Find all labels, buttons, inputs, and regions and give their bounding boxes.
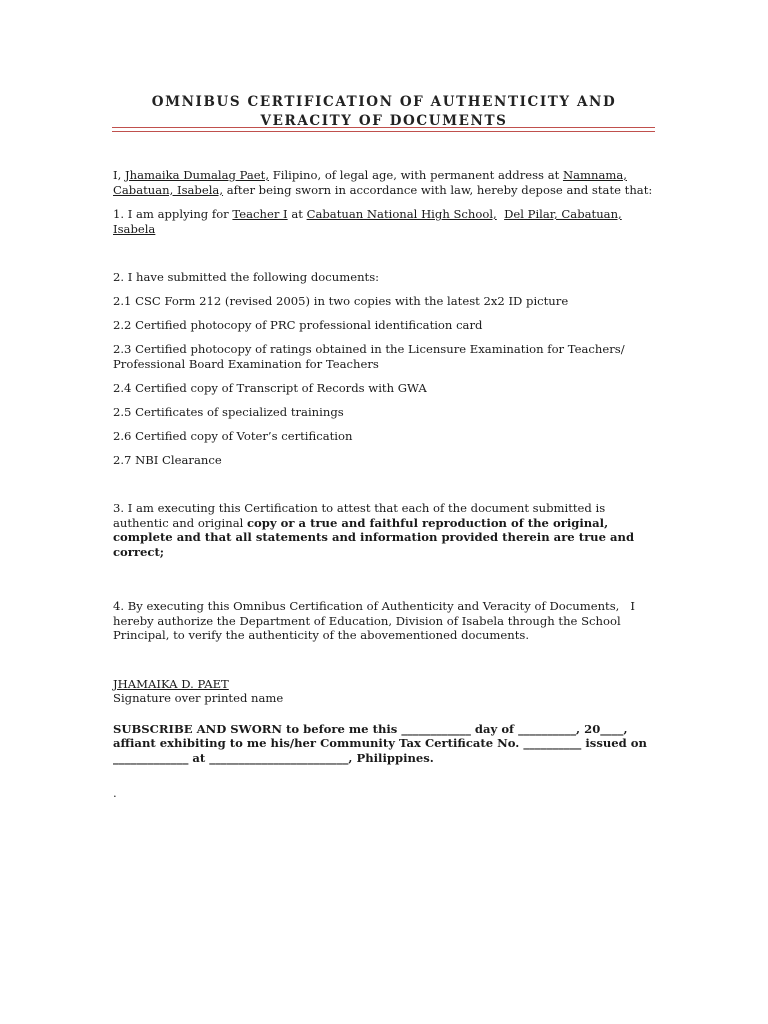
document-list-item: 2.7 NBI Clearance — [113, 452, 222, 467]
document-list-item: 2.2 Certified photocopy of PRC professional identification card — [113, 318, 483, 332]
title-line-2: VERACITY OF DOCUMENTS — [260, 113, 508, 129]
affiant-address: Namnama, Cabatuan, Isabela, — [113, 168, 627, 197]
school-name: Cabatuan National High School, — [306, 207, 497, 221]
affiant-name: Jhamaika Dumalag Paet, — [124, 168, 270, 182]
item1-gap — [497, 207, 504, 221]
item3-bold: copy or a true and faithful reproduction of the original, complete and that all statements and information provided therein are true and correct; — [113, 515, 635, 559]
intro-mid: Filipino, of legal age, with permanent address at — [269, 168, 563, 182]
document-list-item: 2.5 Certificates of specialized trainings — [113, 404, 344, 419]
item-2-intro: 2. I have submitted the following documents: — [113, 270, 380, 284]
intro-pre: I, — [113, 168, 125, 182]
item-3-paragraph — [113, 501, 658, 559]
signature-caption: Signature over printed name — [113, 691, 284, 705]
item3-normal: 3. I am executing this Certification to attest that each of the document submitted is authentic and original — [113, 501, 606, 530]
document-list-item: 2.4 Certified copy of Transcript of Records with GWA — [113, 380, 427, 395]
title-line-1: OMNIBUS CERTIFICATION OF AUTHENTICITY AND — [151, 94, 617, 110]
document-body — [113, 168, 658, 801]
title-rule-bottom — [112, 131, 655, 132]
applied-position: Teacher I — [232, 207, 288, 221]
oath-paragraph: SUBSCRIBE AND SWORN to before me this ____________ day of __________, 20____, affiant exhibiting to me his/her Community Tax Certificate No. __________ issued on _____________ at ________________________, Philippines. — [113, 721, 647, 765]
title-rule-top — [112, 127, 655, 128]
item-1-paragraph — [113, 207, 658, 236]
document-list-item: 2.3 Certified photocopy of ratings obtained in the Licensure Examination for Teachers/ Professional Board Examination for Teachers — [113, 342, 625, 371]
item1-mid: at — [287, 207, 307, 221]
item1-pre: 1. I am applying for — [113, 207, 233, 221]
end-mark: . — [113, 786, 117, 800]
intro-paragraph — [113, 168, 658, 197]
document-list-item: 2.6 Certified copy of Voter’s certification — [113, 428, 353, 443]
item-4-paragraph: 4. By executing this Omnibus Certification of Authenticity and Veracity of Documents, I hereby authorize the Department of Education, Division of Isabela through the School Principal, to verify the authenticity of the abovementioned documents. — [113, 599, 639, 642]
school-location: Del Pilar, Cabatuan, Isabela — [113, 207, 622, 236]
signature-block — [113, 677, 658, 706]
document-title — [110, 93, 658, 131]
signature-name: JHAMAIKA D. PAET — [113, 676, 229, 691]
intro-post: after being sworn in accordance with law, hereby depose and state that: — [223, 182, 653, 197]
document-list-item: 2.1 CSC Form 212 (revised 2005) in two copies with the latest 2x2 ID picture — [113, 294, 569, 308]
